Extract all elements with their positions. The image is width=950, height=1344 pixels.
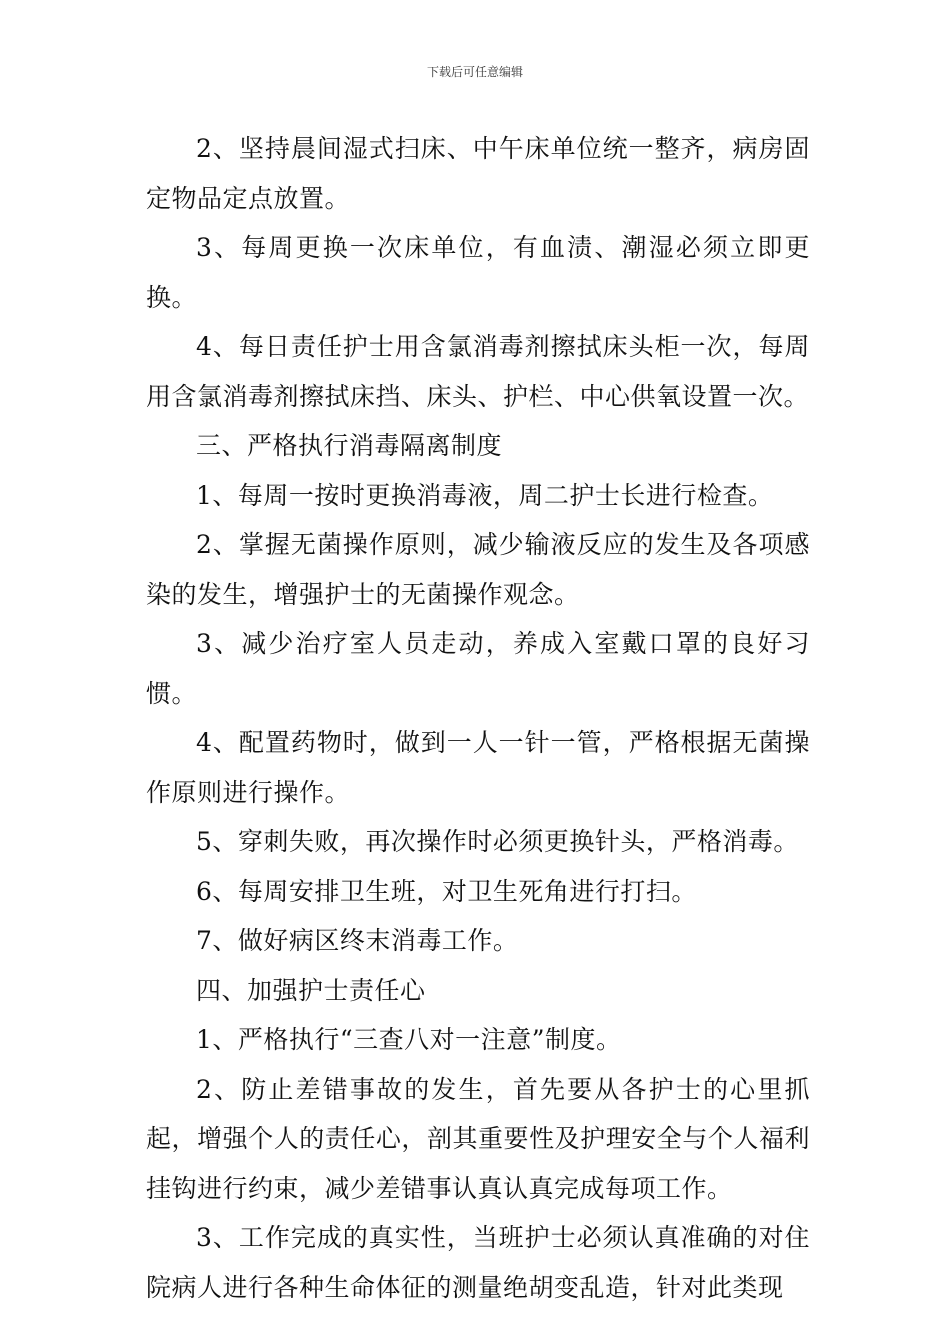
paragraph: 6、每周安排卫生班，对卫生死角进行打扫。 xyxy=(196,876,697,906)
document-body xyxy=(146,124,810,1312)
paragraph: 1、每周一按时更换消毒液，周二护士长进行检查。 xyxy=(196,480,774,510)
paragraph: 2、防止差错事故的发生，首先要从各护士的心里抓起，增强个人的责任心，剖其重要性及护理安全与个人福利挂钩进行约束，减少差错事认真认真完成每项工作。 xyxy=(146,1074,810,1203)
paragraph: 7、做好病区终末消毒工作。 xyxy=(196,926,519,955)
page-header: 下载后可任意编辑 xyxy=(426,65,523,79)
paragraph: 4、每日责任护士用含氯消毒剂擦拭床头柜一次，每周用含氯消毒剂擦拭床挡、床头、护栏、中心供氧设置一次。 xyxy=(146,332,810,411)
paragraph: 1、严格执行“三查八对一注意”制度。 xyxy=(196,1025,622,1054)
paragraph: 3、每周更换一次床单位，有血渍、潮湿必须立即更换。 xyxy=(146,233,810,312)
paragraph: 2、坚持晨间湿式扫床、中午床单位统一整齐，病房固定物品定点放置。 xyxy=(146,134,810,213)
paragraph: 3、工作完成的真实性，当班护士必须认真准确的对住院病人进行各种生命体征的测量绝胡变乱造，针对此类现 xyxy=(146,1223,810,1302)
paragraph: 2、掌握无菌操作原则，减少输液反应的发生及各项感染的发生，增强护士的无菌操作观念。 xyxy=(146,530,810,609)
paragraph: 5、穿刺失败，再次操作时必须更换针头，严格消毒。 xyxy=(196,827,799,856)
paragraph: 4、配置药物时，做到一人一针一管，严格根据无菌操作原则进行操作。 xyxy=(146,728,810,807)
paragraph: 3、减少治疗室人员走动，养成入室戴口罩的良好习惯。 xyxy=(146,629,810,708)
section-heading: 四、加强护士责任心 xyxy=(196,975,426,1005)
section-heading: 三、严格执行消毒隔离制度 xyxy=(196,431,503,460)
